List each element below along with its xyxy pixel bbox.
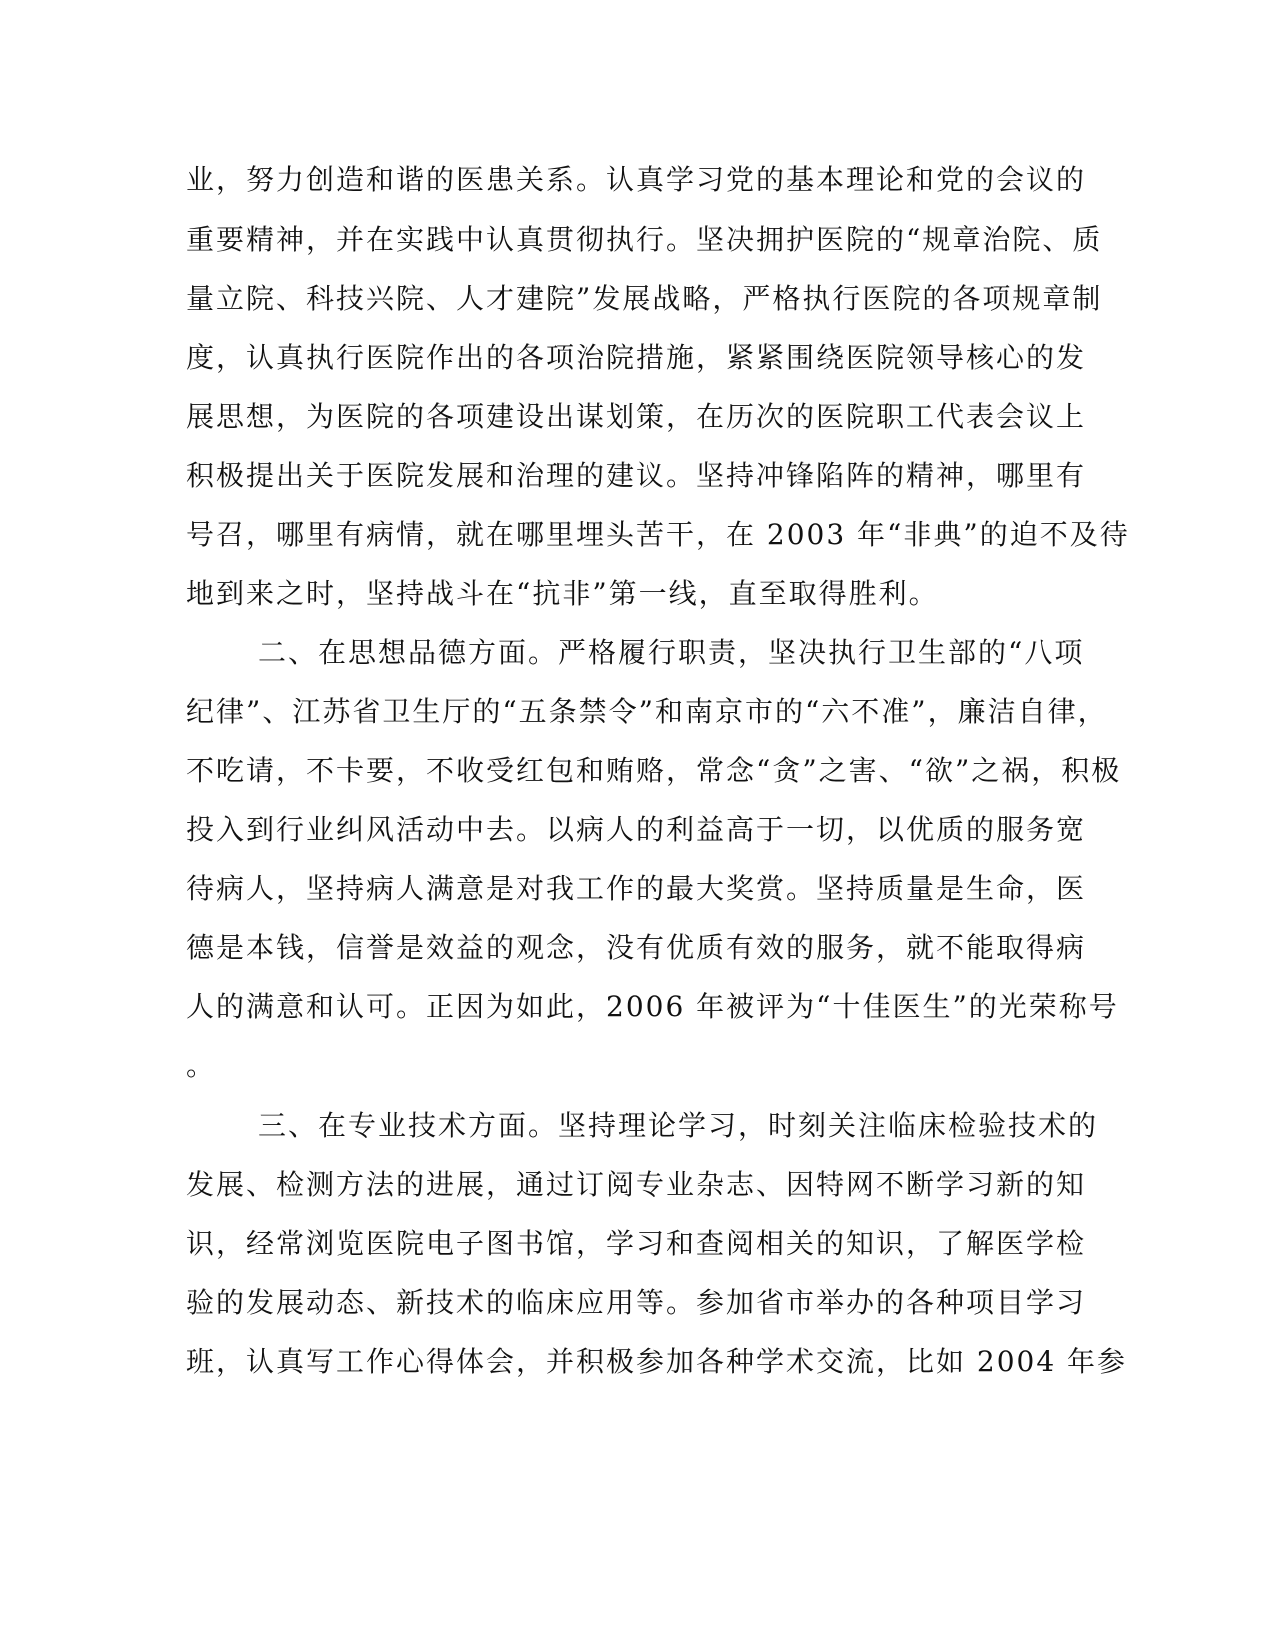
text-line: 班，认真写工作心得体会，并积极参加各种学术交流，比如 2004 年参 xyxy=(186,1345,1128,1378)
text-line: 号召，哪里有病情，就在哪里埋头苦干，在 2003 年“非典”的迫不及待 xyxy=(186,518,1130,551)
text-line: 纪律”、江苏省卫生厅的“五条禁令”和南京市的“六不准”，廉洁自律， xyxy=(186,695,1108,728)
paragraph-heading-line: 二、在思想品德方面。严格履行职责，坚决执行卫生部的“八项 xyxy=(258,636,1085,669)
text-line: 人的满意和认可。正因为如此，2006 年被评为“十佳医生”的光荣称号 xyxy=(186,990,1119,1023)
text-line: 不吃请，不卡要，不收受红包和贿赂，常念“贪”之害、“欲”之祸，积极 xyxy=(186,754,1122,787)
paragraph-heading-line: 三、在专业技术方面。坚持理论学习，时刻关注临床检验技术的 xyxy=(258,1109,1099,1142)
text-line: 。 xyxy=(186,1049,217,1082)
text-line: 待病人，坚持病人满意是对我工作的最大奖赏。坚持质量是生命，医 xyxy=(186,872,1087,905)
text-line: 积极提出关于医院发展和治理的建议。坚持冲锋陷阵的精神，哪里有 xyxy=(186,459,1087,492)
text-line: 量立院、科技兴院、人才建院”发展战略，严格执行医院的各项规章制 xyxy=(186,282,1103,315)
text-line: 地到来之时，坚持战斗在“抗非”第一线，直至取得胜利。 xyxy=(186,577,939,610)
text-line: 重要精神，并在实践中认真贯彻执行。坚决拥护医院的“规章治院、质 xyxy=(186,223,1103,256)
text-line: 展思想，为医院的各项建设出谋划策，在历次的医院职工代表会议上 xyxy=(186,400,1087,433)
text-line: 识，经常浏览医院电子图书馆，学习和查阅相关的知识，了解医学检 xyxy=(186,1227,1087,1260)
text-line: 发展、检测方法的进展，通过订阅专业杂志、因特网不断学习新的知 xyxy=(186,1168,1087,1201)
text-line: 德是本钱，信誉是效益的观念，没有优质有效的服务，就不能取得病 xyxy=(186,931,1087,964)
text-line: 度，认真执行医院作出的各项治院措施，紧紧围绕医院领导核心的发 xyxy=(186,341,1087,374)
text-line: 验的发展动态、新技术的临床应用等。参加省市举办的各种项目学习 xyxy=(186,1286,1087,1319)
text-line: 业，努力创造和谐的医患关系。认真学习党的基本理论和党的会议的 xyxy=(186,163,1087,196)
text-line: 投入到行业纠风活动中去。以病人的利益高于一切，以优质的服务宽 xyxy=(186,813,1087,846)
